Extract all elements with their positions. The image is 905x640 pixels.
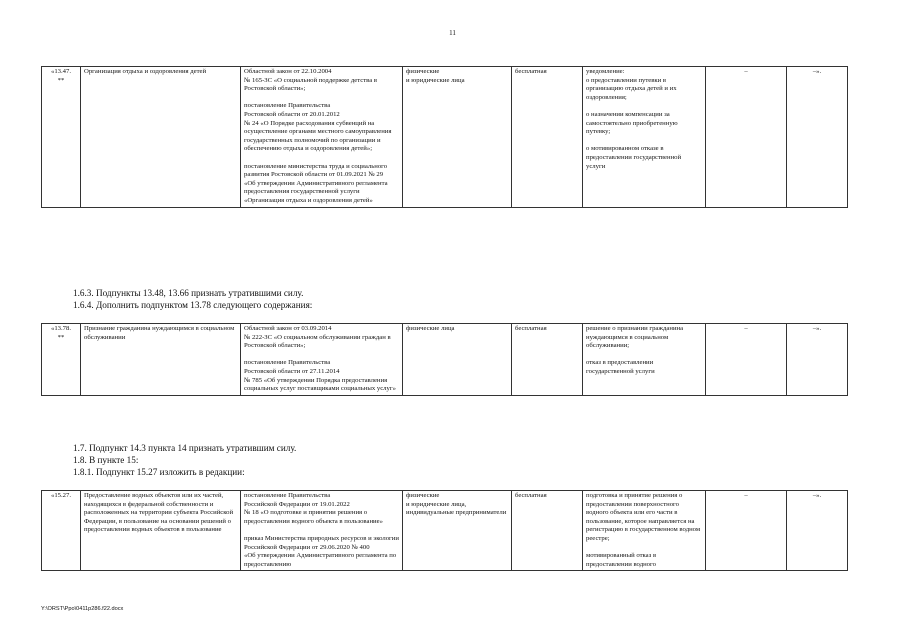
applicants <box>403 324 512 396</box>
result-paragraph: мотивированный отказ в предоставлении водного <box>586 552 657 568</box>
service-name-text: Организация отдыха и оздоровления детей <box>84 68 207 75</box>
row-number-text: «13.47. ** <box>50 68 72 84</box>
legal-basis <box>241 67 403 208</box>
dash-end: –». <box>812 492 822 499</box>
legal-paragraph: постановление министерства труда и социального развития Ростовской области от 01.09.2021 № 29 «Об утверждении Административного регламента предоставления государственной услуги «Организация отдыха и оздоровления детей» <box>244 162 388 204</box>
fee-text: бесплатная <box>515 325 547 332</box>
fee <box>512 324 583 396</box>
row-number <box>42 324 81 396</box>
result <box>583 491 706 571</box>
text-line: 1.8.1. Подпункт 15.27 изложить в редакции: <box>73 467 245 477</box>
applicants-text: физические лица <box>406 325 455 332</box>
applicants <box>403 491 512 571</box>
fee-text: бесплатная <box>515 492 547 499</box>
legal-paragraph: Областной закон от 03.09.2014 № 222-ЗС «О социальном обслуживании граждан в Ростовской области»; <box>244 325 391 350</box>
result-paragraph: о назначении компенсации за самостоятельно приобретенную путевку; <box>586 110 678 136</box>
result-paragraph: подготовка и принятие решения о предоставлении поверхностного водного объекта или его части в пользование, которое направляется на регистрацию в государственном водном реестре; <box>586 492 701 542</box>
legal-basis <box>241 324 403 396</box>
result-paragraph: решение о признании гражданина нуждающимся в социальном обслуживании; <box>586 325 684 350</box>
text-line: 1.8. В пункте 15: <box>73 455 139 465</box>
legal-paragraph: Областной закон от 22.10.2004 № 165-ЗС «О социальной поддержке детства в Ростовской области»; <box>244 68 378 93</box>
applicants-text: физические и юридические лица, индивидуальные предприниматели <box>406 492 507 517</box>
column-7 <box>706 67 787 208</box>
text-line: 1.6.4. Дополнить подпунктом 13.78 следующего содержания: <box>73 300 313 310</box>
legal-paragraph: приказ Министерства природных ресурсов и экологии Российской Федерации от 29.06.2020 № 400 «Об утверждении Административного регламента по предоставлению <box>244 534 399 568</box>
table-row <box>42 324 848 396</box>
legal-basis <box>241 491 403 571</box>
table-row-13-78 <box>41 323 848 396</box>
service-name <box>81 324 241 396</box>
legal-paragraph: постановление Правительства Ростовской области от 27.11.2014 № 785 «Об утверждении Порядка предоставления социальных услуг поставщиками социальных услуг» <box>244 359 396 393</box>
text-line: 1.7. Подпункт 14.3 пункта 14 признать утратившим силу. <box>73 443 297 453</box>
table-row <box>42 67 848 208</box>
dash: – <box>744 492 748 499</box>
result <box>583 67 706 208</box>
result-paragraph: уведомление: о предоставлении путевки в организацию отдыха детей и их оздоровления; <box>586 68 677 101</box>
column-8 <box>787 491 848 571</box>
dash-end: –». <box>812 325 822 332</box>
footer-file-path: Y:\ORST\Ppo\0411p286.f22.docx <box>41 606 124 612</box>
legal-paragraph: постановление Правительства Российской Федерации от 19.01.2022 № 18 «О подготовке и принятии решения о предоставлении водного объекта в пользование» <box>244 492 383 525</box>
fee <box>512 67 583 208</box>
result-paragraph: о мотивированном отказе в предоставлении государственной услуги <box>586 145 682 170</box>
row-number-text: «13.78. ** <box>50 325 72 341</box>
dash: – <box>744 325 748 332</box>
row-number <box>42 67 81 208</box>
row-number-text: «15.27. <box>50 492 72 499</box>
fee-text: бесплатная <box>515 68 547 75</box>
page-number: 11 <box>449 29 456 37</box>
service-name <box>81 67 241 208</box>
dash: – <box>744 68 748 75</box>
fee <box>512 491 583 571</box>
column-8 <box>787 324 848 396</box>
column-7 <box>706 491 787 571</box>
service-name-text: Признание гражданина нуждающимся в социальном обслуживании <box>84 325 235 341</box>
applicants <box>403 67 512 208</box>
service-name <box>81 491 241 571</box>
column-7 <box>706 324 787 396</box>
table-row <box>42 491 848 571</box>
table-row-15-27 <box>41 490 848 571</box>
row-number <box>42 491 81 571</box>
service-name-text: Предоставление водных объектов или их частей, находящихся в федеральной собственности и расположенных на территории субъекта Российской Федерации, в пользование на основании решений о предоставлении водных объектов в пользование <box>84 492 234 534</box>
column-8 <box>787 67 848 208</box>
applicants-text: физические и юридические лица <box>406 68 465 84</box>
text-line: 1.6.3. Подпункты 13.48, 13.66 признать утратившими силу. <box>73 288 304 298</box>
result <box>583 324 706 396</box>
dash-end: –». <box>812 68 822 75</box>
result-paragraph: отказ в предоставлении государственной услуги <box>586 359 655 375</box>
table-row-13-47 <box>41 66 848 208</box>
legal-paragraph: постановление Правительства Ростовской области от 20.01.2012 № 24 «О Порядке расходования субвенций на осуществление органами местного самоуправления государственных полномочий по организации и обеспечению отдыха и оздоровления детей»; <box>244 102 392 153</box>
